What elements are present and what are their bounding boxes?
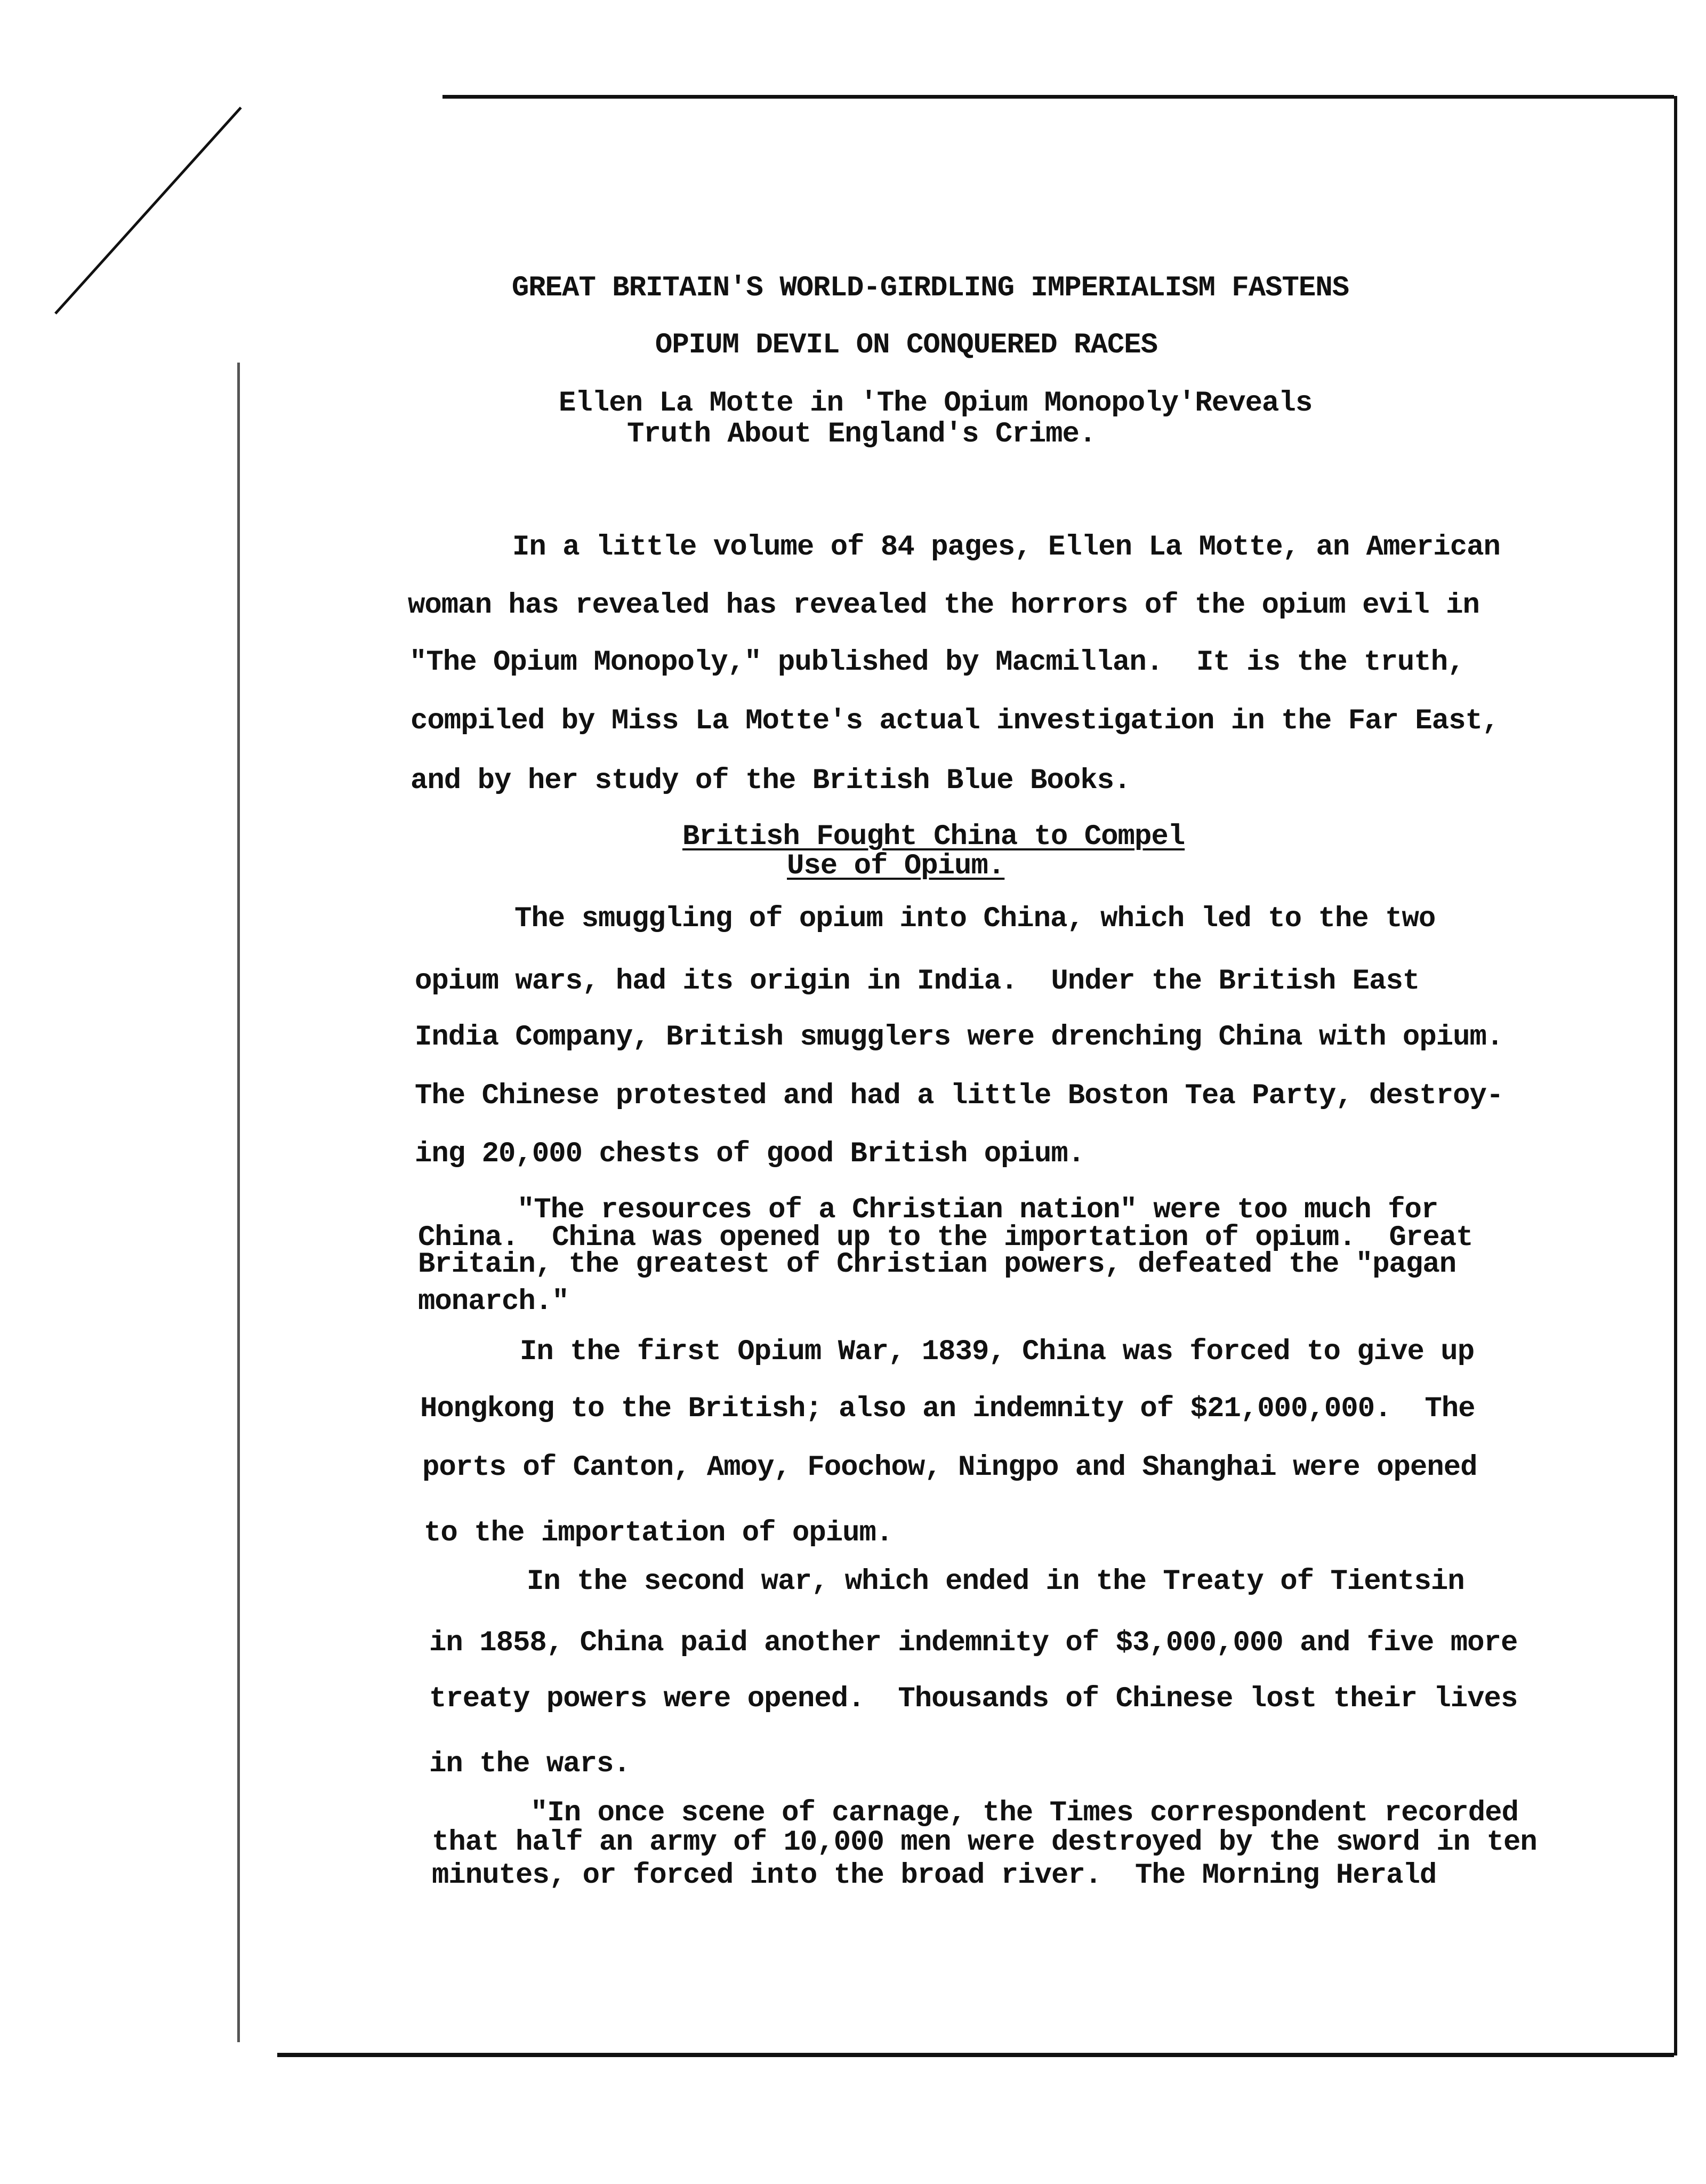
quote2-line: that half an army of 10,000 men were destroyed by the sword in ten [432,1826,1537,1859]
para2-line: India Company, British smugglers were drenching China with opium. [415,1021,1503,1054]
quote1-line: "The resources of a Christian nation" were too much for [517,1194,1438,1226]
para4-line: in the wars. [429,1748,630,1780]
para2-line: The smuggling of opium into China, which led to the two [514,903,1436,935]
quote2-line: minutes, or forced into the broad river. The Morning Herald [432,1859,1437,1892]
para3-line: ports of Canton, Amoy, Foochow, Ningpo and Shanghai were opened [422,1451,1477,1484]
quote1-line: Britain, the greatest of Christian powers, defeated the "pagan [418,1248,1456,1281]
para3-line: to the importation of opium. [424,1517,893,1549]
para2-line: The Chinese protested and had a little Boston Tea Party, destroy- [415,1080,1503,1112]
subhead-line-1: British Fought China to Compel [682,821,1185,853]
para4-line: In the second war, which ended in the Treaty of Tientsin [527,1565,1464,1598]
para2-line: opium wars, had its origin in India. Under the British East [415,965,1420,998]
para4-line: in 1858, China paid another indemnity of $3,000,000 and five more [429,1627,1518,1659]
para4-line: treaty powers were opened. Thousands of Chinese lost their lives [429,1683,1518,1715]
byline-line-2: Truth About England's Crime. [627,418,1096,451]
page-corner-fold [54,107,242,315]
para1-line: In a little volume of 84 pages, Ellen La Motte, an American [512,531,1500,564]
quote1-line: China. China was opened up to the importation of opium. Great [418,1222,1473,1254]
headline-line-1: GREAT BRITAIN'S WORLD-GIRDLING IMPERIALISM FASTENS [511,272,1349,304]
para1-line: woman has revealed has revealed the horrors of the opium evil in [408,589,1479,622]
para1-line: compiled by Miss La Motte's actual investigation in the Far East, [411,705,1499,737]
subhead-line-2: Use of Opium. [787,850,1005,882]
headline-line-2: OPIUM DEVIL ON CONQUERED RACES [655,329,1158,362]
quote2-line: "In once scene of carnage, the Times correspondent recorded [530,1797,1518,1829]
para1-line: "The Opium Monopoly," published by Macmillan. It is the truth, [409,646,1464,679]
quote1-line: monarch." [418,1286,569,1318]
para2-line: ing 20,000 chests of good British opium. [415,1138,1085,1170]
para1-line: and by her study of the British Blue Books. [411,765,1131,797]
page-left-edge [237,363,240,2042]
para3-line: Hongkong to the British; also an indemnity of $21,000,000. The [420,1393,1475,1425]
page-bottom-edge [277,2053,1674,2057]
page-right-edge [1674,96,1677,2055]
para3-line: In the first Opium War, 1839, China was forced to give up [520,1336,1475,1368]
byline-line-1: Ellen La Motte in 'The Opium Monopoly'Reveals [559,387,1313,420]
page-top-edge [442,95,1674,99]
